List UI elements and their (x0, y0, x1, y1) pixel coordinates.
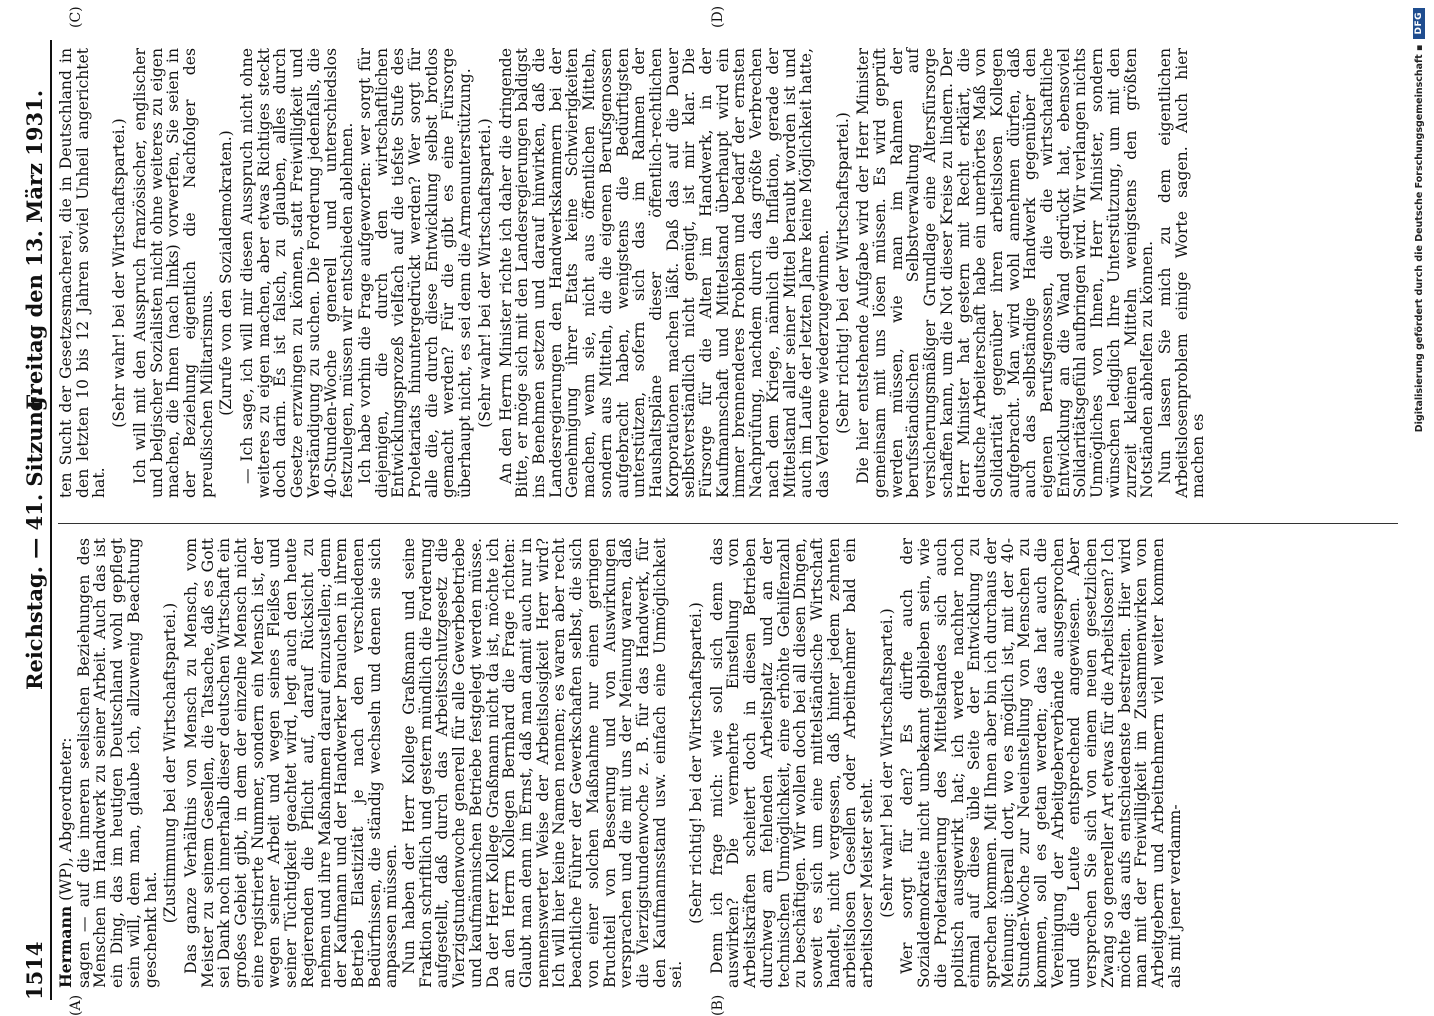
paragraph: Ich habe vorhin die Frage aufgeworfen: wer sorgt für diejenigen, die durch den wirtschaftlichen Entwicklungsprozeß vielfach auf die tiefste Stufe des Proletariats hinuntergedrückt werden? Wer sorgt für alle die, die durch diese Entwicklung selbst brotlos gemacht werden? Für die gibt es eine Fürsorge überhaupt nicht, es sei denn die Armenunterstützung. (355, 48, 475, 498)
interjection: (Zurufe von den Sozialdemokraten.) (217, 130, 236, 416)
paragraph: Die hier entstehende Aufgabe wird der Herr Minister gemeinsam mit uns lösen müssen. Es wird geprüft werden müssen, wie man im Rahmen der berufsständischen Selbstverwaltung auf versicherungsmäßiger Grundlage eine Altersfürsorge schaffen kann, um die Not dieser Kreise zu lindern. Der Herr Minister hat gestern mit Recht erklärt, die deutsche Arbeiterschaft habe ein unerhörtes Maß von Solidarität gegenüber ihren arbeitslosen Kollegen aufgebracht. Man wird wohl annehmen dürfen, daß auch das selbständige Handwerk gegenüber den eigenen Berufsgenossen, die die wirtschaftliche Entwicklung an die Wand gedrückt hat, ebensoviel Solidaritätsgefühl aufbringen wird. Wir verlangen nichts Unmögliches von Ihnen, Herr Minister, sondern wünschen lediglich Ihre Unterstützung, um mit den zurzeit kleinen Mitteln wenigstens den größten Notständen abhelfen zu können. (854, 48, 1157, 498)
interjection: (Sehr wahr! bei der Wirtschaftspartei.) (110, 118, 129, 428)
digitization-credit (1408, 8, 1430, 992)
speaker-name: Hermann (56, 905, 75, 988)
paragraph: Denn ich frage mich: wie soll sich denn das auswirken? Die vermehrte Einstellung von Arbeitskräften scheitert doch in diesen Betrieben durchweg am fehlenden Arbeitsplatz und an der technischen Unmöglichkeit, eine erhöhte Gehilfenzahl zu beschäftigen. Wir wollen doch bei all diesen Dingen, soweit es sich um eine mittelständische Wirtschaft handelt, nicht vergessen, daß hinter jedem zehnten arbeitslosen Gesellen oder Arbeitnehmer bald ein arbeitsloser Meister steht. (707, 538, 877, 988)
session-title: Reichstag. — 41. Sitzung. (22, 389, 47, 690)
interjection: (Sehr wahr! bei der Wirtschaftspartei.) (877, 608, 896, 918)
header-rule (50, 40, 52, 1000)
session-date: Freitag den 13. März 1931. (22, 90, 47, 410)
margin-marker-b: (B) (710, 994, 726, 1016)
paragraph: Ich will mit den Ausspruch französischer, englischer und belgischer Sozialisten nicht ohne weiteres zu eigen machen, die Ihnen (nach links) vorwerfen, Sie seien in der Beziehung eigentlich die Nachfolger des preußischen Militarismus. (130, 48, 216, 498)
speaker-line (58, 538, 75, 988)
credit-text: Digitalisierung gefördert durch die Deutsche Forschungsgemeinschaft ▪ (1413, 44, 1425, 433)
column-divider (58, 523, 1398, 524)
interjection: (Sehr richtig! bei der Wirtschaftspartei.) (687, 602, 706, 924)
margin-marker-c: (C) (68, 6, 84, 28)
interjection: (Zustimmung bei der Wirtschaftspartei.) (161, 602, 180, 924)
paragraph: Nun haben der Herr Kollege Graßmann und seine Fraktion schriftlich und gestern mündlich die Forderung aufgestellt, daß durch das Arbeitsschutzgesetz die Vierzigstundenwoche generell für alle Gewerbebetriebe und kaufmännischen Betriebe festgelegt werden müsse. Da der Herr Kollege Graßmann nicht da ist, möchte ich an den Herrn Kollegen Bernhard die Frage richten: Glaubt man denn im Ernst, daß man damit auch nur in nennenswerter Weise der Arbeitslosigkeit Herr wird? Ich will hier keine Namen nennen; es waren aber recht beachtliche Führer der Gewerkschaften selbst, die sich von einer solchen Maßnahme nur einen geringen Bruchteil von Besserung und von Auswirkungen versprachen und die mit uns der Meinung waren, daß die Vierzigstundenwoche z. B. für das Handwerk, für den Kaufmannsstand usw. einfach eine Unmöglichkeit sei. (400, 538, 686, 988)
margin-marker-a: (A) (68, 994, 84, 1016)
speaker-affiliation: (WP), Abgeordneter: (57, 737, 75, 906)
right-column (58, 48, 1208, 498)
paragraph: Nun lassen Sie mich zu dem eigentlichen Arbeitslosenproblem einige Worte sagen. Auch hier machen es (1156, 48, 1208, 498)
paragraph: — Ich sage, ich will mir diesen Ausspruch nicht ohne weiteres zu eigen machen, aber etwas Richtiges steckt doch darin. Es ist falsch, zu glauben, alles durch Gesetze erzwingen zu können, statt Freiwilligkeit und Verständigung zu suchen. Die Forderung jedenfalls, die 40-Stunden-Woche generell und unterschiedslos festzulegen, müssen wir entschieden ablehnen. (238, 48, 357, 498)
interjection: (Sehr wahr! bei der Wirtschaftspartei.) (475, 118, 494, 428)
paragraph: Wer sorgt für den? Es dürfte auch der Sozialdemokratie nicht unbekannt geblieben sein, wie die Proletarisierung des Mittelstandes sich auch politisch ausgewirkt hat; ich werde nachher noch einmal auf diese üble Seite der Entwicklung zu sprechen kommen. Mit Ihnen aber bin ich durchaus der Meinung: überall dort, wo es möglich ist, mit der 40-Stunden-Woche zur Neueinstellung von Menschen zu kommen, soll es getan werden; das hat auch die Vereinigung der Arbeitgeberverbände ausgesprochen und die Leute entsprechend angewiesen. Aber versprechen Sie sich von einem neuen gesetzlichen Zwang so genereller Art etwas für die Arbeitslosen? Ich möchte das aufs entschiedenste bestreiten. Hier wird man mit der Freiwilligkeit im Zusammenwirken von Arbeitgebern und Arbeitnehmern viel weiter kommen als mit jener verdamm- (898, 538, 1184, 988)
paragraph: Das ganze Verhältnis von Mensch zu Mensch, vom Meister zu seinem Gesellen, die Tatsache, daß es Gott sei Dank noch innerhalb dieser deutschen Wirtschaft ein großes Gebiet gibt, in dem der einzelne Mensch nicht eine registrierte Nummer, sondern ein Mensch ist, der wegen seiner Arbeit und wegen seines Fleißes und seiner Tüchtigkeit geachtet wird, legt auch den heute Regierenden die Pflicht auf, darauf Rücksicht zu nehmen und ihre Maßnahmen darauf einzustellen; denn der Kaufmann und der Handwerker brauchen in ihrem Betrieb Elastizität je nach den verschiedenen Bedürfnissen, die ständig wechseln und denen sie sich anpassen müssen. (181, 538, 401, 988)
margin-marker-d: (D) (710, 5, 726, 28)
rotated-page-content (10, 0, 1410, 1016)
interjection: (Sehr richtig! bei der Wirtschaftspartei.) (833, 112, 852, 434)
paragraph: An den Herrn Minister richte ich daher die dringende Bitte, er möge sich mit den Landesregierungen baldigst ins Benehmen setzen und darauf hinwirken, daß die Landesregierungen den Handwerkskammern bei der Genehmigung ihrer Etats keine Schwierigkeiten machen, wenn sie, nicht aus öffentlichen Mitteln, sondern aus Mitteln, die die eigenen Berufsgenossen aufgebracht haben, wenigstens die Bedürftigsten unterstützen, sofern sich das im Rahmen der Haushaltspläne dieser öffentlich-rechtlichen Korporationen machen läßt. Daß das auf die Dauer selbstverständlich nicht genügt, ist mir klar. Die Fürsorge für die Alten im Handwerk, in der Kaufmannschaft und Mittelstand überhaupt wird ein immer brennenderes Problem und bedarf der ernsten Nachprüfung, nachdem durch das größte Verbrechen nach dem Kriege, nämlich die Inflation, gerade der Mittelstand aller seiner Mittel beraubt worden ist und auch im Laufe der letzten Jahre keine Möglichkeit hatte, das Verlorene wiederzugewinnen. (496, 48, 832, 498)
paragraph: ten Sucht der Gesetzesmacherei, die in Deutschland in den letzten 10 bis 12 Jahren soviel Unheil angerichtet hat. (57, 48, 109, 498)
page-header (22, 0, 52, 1000)
paragraph: sagen — auf die inneren seelischen Beziehungen des Menschen im Handwerk zu seiner Arbeit. Auch das ist ein Ding, das im heutigen Deutschland wohl gepflegt sein will, dem man, glaube ich, allzuwenig Beachtung geschenkt hat. (74, 538, 160, 988)
dfg-logo: DFG (1413, 8, 1425, 39)
page-number: 1514 (22, 941, 47, 1000)
left-column (58, 538, 1184, 988)
